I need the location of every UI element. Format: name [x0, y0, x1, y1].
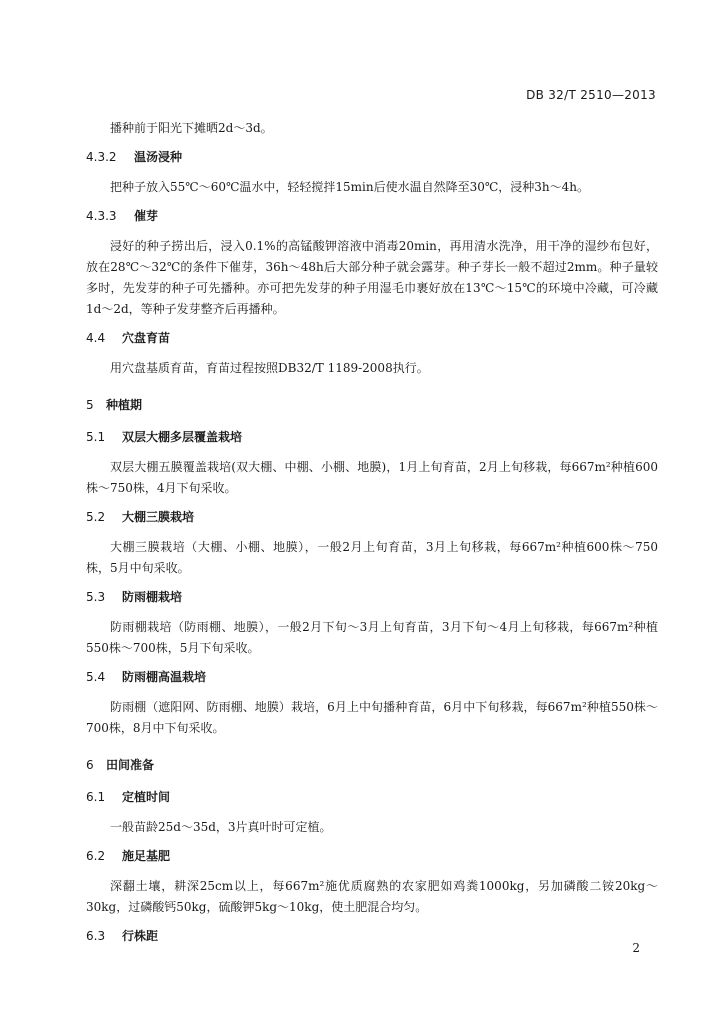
section-number: 5.3: [86, 590, 106, 604]
section-title: 双层大棚多层覆盖栽培: [122, 430, 243, 444]
section-number: 4.4: [86, 331, 106, 345]
body-paragraph: 播种前于阳光下摊晒2d～3d。: [110, 121, 273, 135]
section-number: 6: [86, 758, 94, 772]
body-paragraph: 双层大棚五膜覆盖栽培(双大棚、中棚、小棚、地膜)，1月上旬育苗，2月上旬移栽，每667m²种植600株～750株，4月下旬采收。: [86, 460, 658, 495]
section-title: 防雨棚栽培: [122, 590, 183, 604]
section-number: 5: [86, 398, 94, 412]
body-paragraph: 大棚三膜栽培（大棚、小棚、地膜），一般2月上旬育苗，3月上旬移栽，每667m²种植600株～750株，5月中旬采收。: [86, 540, 658, 575]
section-heading: [86, 509, 658, 525]
section-title: 施足基肥: [122, 849, 171, 863]
body-paragraph: 一般苗龄25d～35d，3片真叶时可定植。: [110, 820, 332, 834]
page-number: 2: [632, 941, 640, 955]
section-title: 温汤浸种: [134, 150, 183, 164]
document-body: [86, 118, 658, 956]
body-paragraph: 深翻土壤，耕深25cm以上，每667m²施优质腐熟的农家肥如鸡粪1000kg，另加磷酸二铵20kg～30kg，过磷酸钙50kg，硫酸钾5kg～10kg，使土肥混合均匀。: [86, 879, 658, 914]
body-paragraph: 用穴盘基质育苗，育苗过程按照DB32/T 1189-2008执行。: [110, 361, 429, 375]
section-number: 5.4: [86, 670, 106, 684]
section-number: 6.1: [86, 790, 106, 804]
section-title: 田间准备: [106, 758, 155, 772]
body-paragraph: 浸好的种子捞出后，浸入0.1%的高锰酸钾溶液中消毒20min，再用清水洗净，用干净的湿纱布包好，放在28℃～32℃的条件下催芽，36h～48h后大部分种子就会露芽。种子芽长一般不超过2mm。种子量较多时，先发芽的种子可先播种。亦可把先发芽的种子用湿毛巾裹好放在13℃～15℃的环境中冷藏，可冷藏1d～2d，等种子发芽整齐后再播种。: [86, 239, 658, 316]
section-heading: [86, 149, 658, 165]
section-heading: [86, 789, 658, 805]
section-title: 防雨棚高温栽培: [122, 670, 207, 684]
section-heading: [86, 928, 658, 944]
section-heading: [86, 848, 658, 864]
section-title: 催芽: [134, 209, 159, 223]
section-heading: [86, 429, 658, 445]
section-title: 大棚三膜栽培: [122, 510, 195, 524]
section-heading: [86, 757, 658, 773]
section-heading: [86, 330, 658, 346]
section-heading: [86, 589, 658, 605]
section-number: 6.3: [86, 929, 106, 943]
section-number: 6.2: [86, 849, 106, 863]
section-title: 穴盘育苗: [122, 331, 171, 345]
section-title: 定植时间: [122, 790, 171, 804]
body-paragraph: 防雨棚（遮阳网、防雨棚、地膜）栽培，6月上中旬播种育苗，6月中下旬移栽，每667m²种植550株～700株，8月中下旬采收。: [86, 700, 658, 735]
section-number: 4.3.3: [86, 209, 117, 223]
section-title: 行株距: [122, 929, 159, 943]
document-code: DB 32/T 2510—2013: [526, 88, 656, 102]
section-number: 5.1: [86, 430, 106, 444]
section-number: 4.3.2: [86, 150, 117, 164]
section-heading: [86, 208, 658, 224]
body-paragraph: 把种子放入55℃～60℃温水中，轻轻搅拌15min后使水温自然降至30℃，浸种3h～4h。: [110, 180, 590, 194]
section-heading: [86, 397, 658, 413]
body-paragraph: 防雨棚栽培（防雨棚、地膜），一般2月下旬～3月上旬育苗，3月下旬～4月上旬移栽，每667m²种植550株～700株，5月下旬采收。: [86, 620, 658, 655]
section-heading: [86, 669, 658, 685]
section-title: 种植期: [106, 398, 143, 412]
section-number: 5.2: [86, 510, 106, 524]
